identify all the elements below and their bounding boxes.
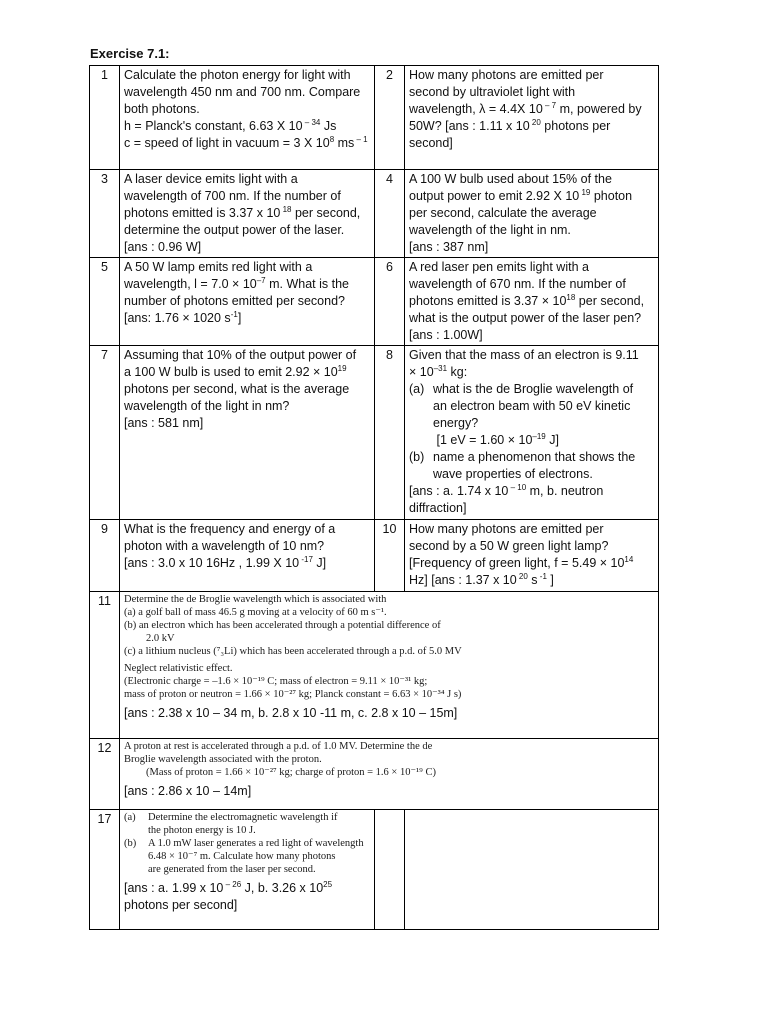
- table-row: [90, 66, 659, 170]
- scanned-question-text: (a) Determine the electromagnetic wavelength if the photon energy is 10 J. (b) A 1.0 mW laser generates a red light of wavelength 6.48 × 10⁻⁷ m. Calculate how many photons are generated from the laser per second.: [124, 812, 364, 875]
- question-number: 1: [90, 66, 120, 170]
- question-number: 8: [375, 346, 405, 520]
- scanned-question-text: A proton at rest is accelerated through a p.d. of 1.0 MV. Determine the de Broglie wavelength associated with the proton. (Mass of proton = 1.66 × 10⁻²⁷ kg; charge of proton = 1.6 × 10⁻¹⁹ C): [124, 741, 436, 778]
- question-number: 2: [375, 66, 405, 170]
- question-7: Assuming that 10% of the output power of a 100 W bulb is used to emit $2.92 \times 10^{19}$ photons per second, what is the average wavelength of the light in nm? [ans : 581 nm]: [120, 346, 375, 520]
- question-17: [120, 810, 375, 930]
- question-1: Calculate the photon energy for light with wavelength 450 nm and 700 nm. Compare both photons. h = Planck's constant, 6.63 X 10 $^{- 34}$ Js c = speed of light in vacuum = 3 X $10^8$ ms $^{- 1}$: [120, 66, 375, 170]
- table-row: [90, 258, 659, 346]
- table-row: [90, 520, 659, 592]
- scanned-question-text: Determine the de Broglie wavelength which is associated with (a) a golf ball of mass 46.5 g moving at a velocity of 60 m s⁻¹. (b) an electron which has been accelerated through a potential difference of 2.0 kV (c) a lithium nucleus (⁷₃Li) which has been accelerated through a p.d. of 5.0 MV Neglect relativistic effect. (Electronic charge = –1.6 × 10⁻¹⁹ C; mass of electron = 9.11 × 10⁻³¹ kg; mass of proton or neutron = 1.66 × 10⁻²⁷ kg; Planck constant = 6.63 × 10⁻³⁴ J s): [124, 594, 462, 700]
- question-4: A 100 W bulb used about 15% of the output power to emit 2.92 X 10 $^{19}$ photon per second, calculate the average wavelength of the light in nm. [ans : 387 nm]: [405, 170, 659, 258]
- table-row: [90, 592, 659, 739]
- empty-cell: [405, 810, 659, 930]
- answer-text: [ans : 2.38 x 10 – 34 m, b. 2.8 x 10 -11 m, c. 2.8 x 10 – 15m]: [124, 706, 458, 720]
- question-6: A red laser pen emits light with a wavelength of 670 nm. If the number of photons emitted is $3.37 \times 10^{18}$ per second, what is the output power of the laser pen? [ans : 1.00W]: [405, 258, 659, 346]
- table-row: [90, 170, 659, 258]
- question-number: 3: [90, 170, 120, 258]
- table-row: [90, 346, 659, 520]
- exercise-table: [89, 65, 659, 930]
- question-number: 4: [375, 170, 405, 258]
- question-number: 10: [375, 520, 405, 592]
- empty-cell: [375, 810, 405, 930]
- question-number: 9: [90, 520, 120, 592]
- question-2: How many photons are emitted per second by ultraviolet light with wavelength, λ = 4.4X 10 $^{- 7}$ m, powered by 50W? [ans : 1.11 x 10 $^{20}$ photons per second]: [405, 66, 659, 170]
- question-5: A 50 W lamp emits red light with a wavelength, $l = 7.0 \times 10^{-7}$ m. What is the number of photons emitted per second? [ans: 1.76 × 1020 $s^{-1}$]: [120, 258, 375, 346]
- question-8: Given that the mass of an electron is 9.11 × $10^{-31}$ kg: (a) what is the de Broglie wavelength of an electron beam with 50 eV kinetic energy? [1 eV = $1.60 \times 10^{-19}$ J] (b) name a phenomenon that shows the wave properties of electrons. [ans : a. 1.74 x 10 $^{- 10}$ m, b. neutron diffraction]: [405, 346, 659, 520]
- table-row: [90, 739, 659, 810]
- question-number: 7: [90, 346, 120, 520]
- question-3: A laser device emits light with a wavelength of 700 nm. If the number of photons emitted is 3.37 x 10 $^{18}$ per second, determine the output power of the laser. [ans : 0.96 W]: [120, 170, 375, 258]
- question-number: 6: [375, 258, 405, 346]
- question-10: How many photons are emitted per second by a 50 W green light lamp? [Frequency of green light, $f = 5.49 \times 10^{14}$ Hz] [ans : 1.37 x 10 $^{20}$ s $^{-1}$ ]: [405, 520, 659, 592]
- answer-text: [ans : a. 1.99 x 10 $^{- 26}$ J, b. 3.26 x $10^{25}$ photons per second]: [124, 879, 333, 912]
- question-number: 5: [90, 258, 120, 346]
- question-9: What is the frequency and energy of a photon with a wavelength of 10 nm? [ans : 3.0 x 10 16Hz , 1.99 X 10 $^{-17}$ J]: [120, 520, 375, 592]
- question-number: 17: [90, 810, 120, 930]
- question-number: 11: [90, 592, 120, 739]
- question-number: 12: [90, 739, 120, 810]
- question-12: [120, 739, 659, 810]
- table-row: [90, 810, 659, 930]
- exercise-title: Exercise 7.1:: [90, 46, 170, 61]
- question-11: [120, 592, 659, 739]
- answer-text: [ans : 2.86 x 10 – 14m]: [124, 784, 252, 798]
